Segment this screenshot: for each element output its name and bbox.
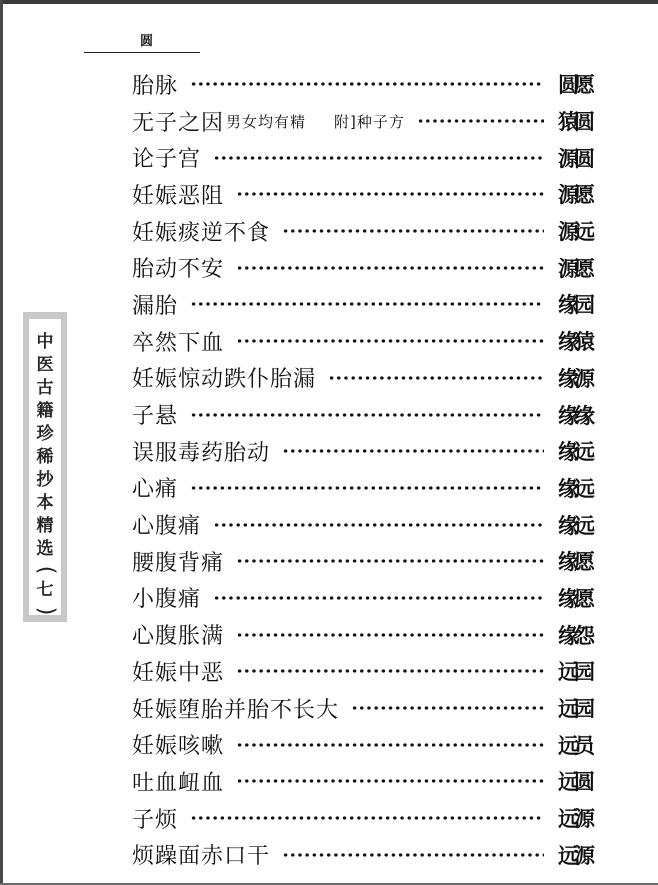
- dot-leader: [213, 156, 544, 160]
- toc-entry[interactable]: [132, 176, 590, 213]
- toc-entry[interactable]: [132, 690, 590, 727]
- dot-leader: [190, 816, 544, 820]
- dot-leader: [282, 449, 544, 453]
- toc-entry[interactable]: [132, 249, 590, 286]
- dot-leader: [190, 302, 544, 306]
- dot-leader: [236, 743, 544, 747]
- side-series-label-inner: [29, 319, 61, 615]
- side-label-char: 珍: [36, 424, 54, 444]
- toc-entry-title: 心腹痛: [132, 514, 202, 540]
- dot-leader: [417, 119, 544, 123]
- toc-entry-title: 妊娠惊动跌仆胎漏: [132, 367, 317, 393]
- toc-entry[interactable]: [132, 543, 590, 580]
- toc-entry-title: 妊娠咳嗽: [132, 734, 225, 760]
- dot-leader: [282, 229, 544, 233]
- toc-entry[interactable]: [132, 213, 590, 250]
- toc-entry-title: 吐血衄血: [132, 770, 225, 796]
- toc-entry-page-number: 缘愿: [558, 550, 590, 575]
- header-page-number: 圆: [140, 34, 154, 49]
- toc-entry-page-number: 缘远: [558, 440, 590, 465]
- dot-leader: [282, 853, 544, 857]
- dot-leader: [190, 413, 544, 417]
- toc-entry[interactable]: [132, 433, 590, 470]
- toc-entry-title: 论子宫: [132, 147, 202, 173]
- dot-leader: [190, 486, 544, 490]
- toc-entry-page-number: 缘怨: [558, 623, 590, 648]
- dot-leader: [236, 266, 544, 270]
- toc-entry-page-number: 远员: [558, 733, 590, 758]
- side-label-char: 医: [36, 355, 54, 375]
- toc-entry-page-number: 缘源: [558, 366, 590, 391]
- side-series-label: [23, 312, 67, 622]
- dot-leader: [236, 633, 544, 637]
- side-label-char: 七: [36, 580, 54, 600]
- toc-entry-page-number: 缘园: [558, 293, 590, 318]
- toc-entry-title: 误服毒药胎动: [132, 440, 271, 466]
- toc-entry-page-number: 缘猿: [558, 330, 590, 355]
- side-label-char: 稀: [36, 447, 54, 467]
- toc-entry[interactable]: [132, 726, 590, 763]
- toc-entry-subtitle: 男女均有精: [226, 112, 307, 131]
- toc-entry-page-number: 缘远: [558, 476, 590, 501]
- toc-entry-page-number: 远源: [558, 843, 590, 868]
- toc-entry[interactable]: [132, 66, 590, 103]
- toc-entry-title: 胎动不安: [132, 257, 225, 283]
- side-label-char: (: [33, 565, 58, 575]
- toc-entry-title: 子烦: [132, 807, 179, 833]
- toc-entry[interactable]: [132, 763, 590, 800]
- toc-entry-page-number: 源愿: [558, 183, 590, 208]
- page-top-border: [0, 0, 658, 4]
- dot-leader: [236, 339, 544, 343]
- toc-entry[interactable]: [132, 506, 590, 543]
- dot-leader: [351, 706, 544, 710]
- toc-entry-title: 卒然下血: [132, 330, 225, 356]
- dot-leader: [236, 779, 544, 783]
- toc-entry-appendix: 附]种子方: [334, 112, 405, 131]
- toc-entry-title: 烦躁面赤口干: [132, 844, 271, 870]
- toc-entry-title: 无子之因: [132, 110, 225, 136]
- toc-entry-title: 妊娠中恶: [132, 660, 225, 686]
- toc-entry-title: 子悬: [132, 404, 179, 430]
- dot-leader: [236, 669, 544, 673]
- side-label-char: ): [33, 606, 58, 616]
- toc-entry-title: 妊娠恶阻: [132, 183, 225, 209]
- toc-entry-title: 胎脉: [132, 73, 179, 99]
- toc-entry[interactable]: [132, 139, 590, 176]
- toc-entry[interactable]: [132, 800, 590, 837]
- toc-entry-page-number: 猿圆: [558, 110, 590, 135]
- dot-leader: [213, 596, 544, 600]
- toc-entry-title: 心痛: [132, 477, 179, 503]
- toc-entry[interactable]: [132, 396, 590, 433]
- side-label-char: 籍: [36, 401, 54, 421]
- dot-leader: [236, 559, 544, 563]
- page-left-border: [0, 0, 3, 885]
- toc-entry-title: 小腹痛: [132, 587, 202, 613]
- side-label-char: 选: [36, 539, 54, 559]
- toc-entry-page-number: 圆愿: [558, 73, 590, 98]
- toc-entry-page-number: 缘远: [558, 513, 590, 538]
- side-label-char: 古: [36, 378, 54, 398]
- toc-entry-title: 妊娠痰逆不食: [132, 220, 271, 246]
- toc-entry-title: 腰腹背痛: [132, 550, 225, 576]
- side-label-char: 中: [36, 332, 54, 352]
- dot-leader: [328, 376, 544, 380]
- toc-entry-title: 心腹胀满: [132, 624, 225, 650]
- toc-entry-page-number: 源圆: [558, 146, 590, 171]
- table-of-contents: [132, 66, 590, 873]
- toc-entry[interactable]: [132, 616, 590, 653]
- toc-entry-page-number: 远园: [558, 660, 590, 685]
- toc-entry[interactable]: [132, 360, 590, 397]
- dot-leader: [213, 523, 544, 527]
- toc-entry-title: 漏胎: [132, 293, 179, 319]
- toc-entry-page-number: 源远: [558, 220, 590, 245]
- toc-entry-page-number: 源愿: [558, 256, 590, 281]
- toc-entry[interactable]: [132, 323, 590, 360]
- side-label-char: 本: [36, 493, 54, 513]
- toc-entry[interactable]: [132, 580, 590, 617]
- toc-entry[interactable]: [132, 653, 590, 690]
- side-label-char: 抄: [36, 470, 54, 490]
- toc-entry-page-number: 远源: [558, 807, 590, 832]
- dot-leader: [190, 82, 544, 86]
- toc-entry-page-number: 远园: [558, 697, 590, 722]
- toc-entry-page-number: 缘缘: [558, 403, 590, 428]
- toc-entry[interactable]: [132, 470, 590, 507]
- toc-entry-page-number: 缘愿: [558, 586, 590, 611]
- toc-entry[interactable]: [132, 103, 590, 140]
- toc-entry-page-number: 远圆: [558, 770, 590, 795]
- toc-entry-title: 妊娠堕胎并胎不长大: [132, 697, 340, 723]
- side-label-char: 精: [36, 516, 54, 536]
- toc-entry[interactable]: [132, 286, 590, 323]
- toc-entry[interactable]: [132, 836, 590, 873]
- dot-leader: [236, 192, 544, 196]
- page-header: [84, 34, 200, 53]
